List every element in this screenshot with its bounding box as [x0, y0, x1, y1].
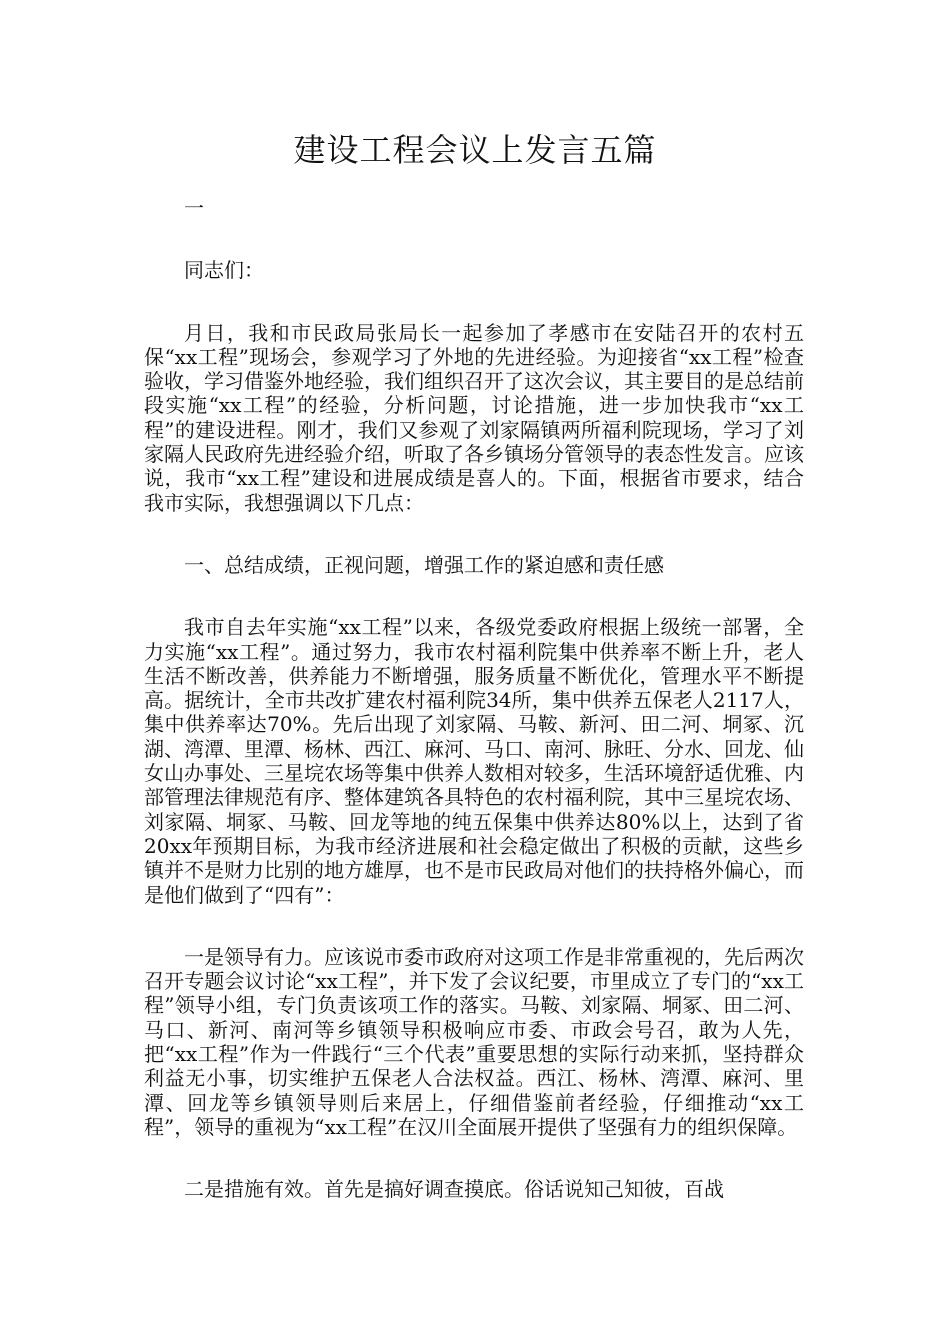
document-body [144, 196, 804, 1202]
achievements-paragraph: 我市自去年实施“xx工程”以来，各级党委政府根据上级统一部署，全力实施“xx工程”。通过努力，我市农村福利院集中供养率不断上升，老人生活不断改善，供养能力不断增强，服务质量不断优化，管理水平不断提高。据统计，全市共改扩建农村福利院34所，集中供养五保老人2117人，集中供养率达70%。先后出现了刘家隔、马鞍、新河、田二河、垌冢、沉湖、湾潭、里潭、杨林、西江、麻河、马口、南河、脉旺、分水、回龙、仙女山办事处、三星垸农场等集中供养人数相对较多，生活环境舒适优雅、内部管理法律规范有序、整体建筑各具特色的农村福利院，其中三星垸农场、刘家隔、垌冢、马鞍、回龙等地的纯五保集中供养达80%以上，达到了省20xx年预期目标，为我市经济进展和社会稳定做出了积极的贡献，这些乡镇并不是财力比别的地方雄厚，也不是市民政局对他们的扶持格外偏心，而是他们做到了“四有”： [144, 615, 804, 907]
intro-paragraph: 月日，我和市民政局张局长一起参加了孝感市在安陆召开的农村五保“xx工程”现场会，参观学习了外地的先进经验。为迎接省“xx工程”检查验收，学习借鉴外地经验，我们组织召开了这次会议，其主要目的是总结前段实施“xx工程”的经验，分析问题，讨论措施，进一步加快我市“xx工程”的建设进程。刚才，我们又参观了刘家隔镇两所福利院现场，学习了刘家隔人民政府先进经验介绍，听取了各乡镇场分管领导的表态性发言。应该说，我市“xx工程”建设和进展成绩是喜人的。下面，根据省市要求，结合我市实际，我想强调以下几点： [144, 320, 804, 515]
document-title: 建设工程会议上发言五篇 [293, 131, 657, 169]
measures-paragraph: 二是措施有效。首先是搞好调查摸底。俗话说知己知彼，百战 [184, 1177, 724, 1202]
leadership-paragraph: 一是领导有力。应该说市委市政府对这项工作是非常重视的，先后两次召开专题会议讨论“xx工程”，并下发了会议纪要，市里成立了专门的“xx工程”领导小组，专门负责该项工作的落实。马鞍、刘家隔、垌冢、田二河、马口、新河、南河等乡镇领导积极响应市委、市政会号召，敢为人先，把“xx工程”作为一件践行“三个代表”重要思想的实际行动来抓，坚持群众利益无小事，切实维护五保老人合法权益。西江、杨林、湾潭、麻河、里潭、回龙等乡镇领导则后来居上，仔细借鉴前者经验，仔细推动“xx工程”，领导的重视为“xx工程”在汉川全面展开提供了坚强有力的组织保障。 [144, 944, 804, 1139]
section-number: 一 [184, 196, 204, 220]
section-heading: 一、总结成绩，正视问题，增强工作的紧迫感和责任感 [184, 552, 664, 577]
salutation: 同志们： [184, 258, 264, 283]
